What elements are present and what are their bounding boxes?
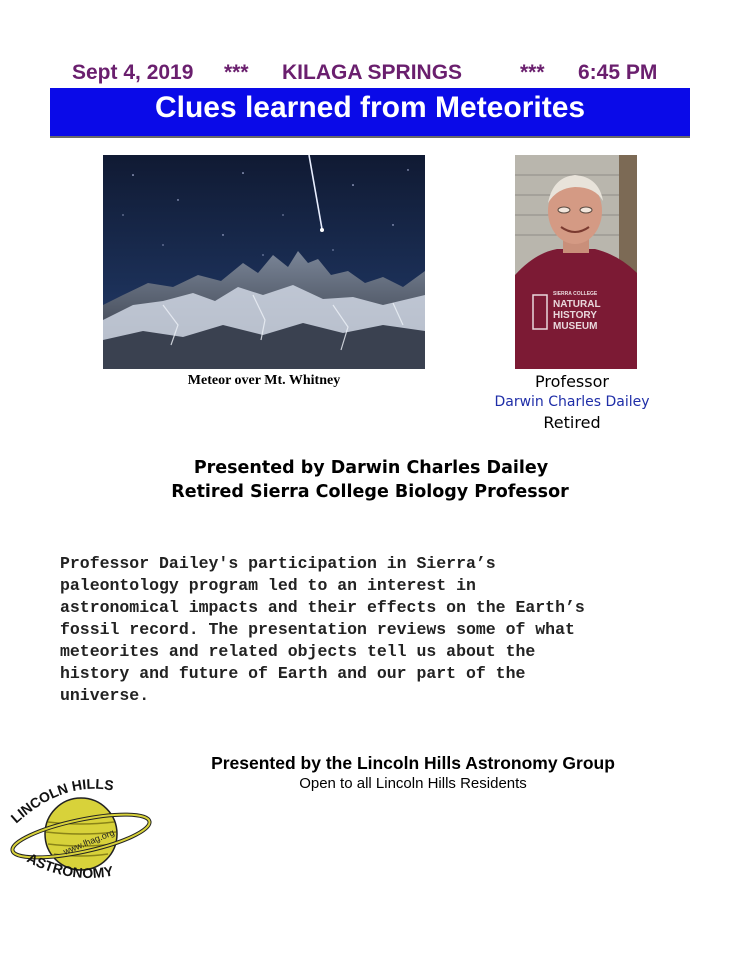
footer-audience: Open to all Lincoln Hills Residents — [299, 775, 527, 792]
professor-photo — [515, 155, 637, 369]
shirt-text: SIERRA COLLEGE — [553, 291, 598, 297]
description-line: meteorites and related objects tell us about the — [60, 642, 536, 661]
shirt-text: MUSEUM — [553, 321, 598, 332]
footer — [170, 752, 656, 794]
header-separator: *** — [520, 61, 545, 84]
description-line: Professor Dailey's participation in Sierra’s — [60, 554, 496, 573]
meteor-caption: Meteor over Mt. Whitney — [187, 373, 341, 388]
event-header — [50, 58, 690, 90]
page-title: Clues learned from Meteorites — [154, 91, 586, 124]
logo-bottom-text: ASTRONOMY — [24, 849, 115, 882]
description-line: paleontology program led to an interest in — [60, 576, 476, 595]
presenter-role-line: Retired Sierra College Biology Professor — [171, 482, 569, 502]
presenter-block — [0, 456, 740, 504]
professor-status: Retired — [543, 413, 601, 432]
lhag-logo — [6, 766, 156, 896]
description-line: fossil record. The presentation reviews some of what — [60, 620, 575, 639]
event-time: 6:45 PM — [578, 61, 658, 84]
presenter-name-line: Presented by Darwin Charles Dailey — [193, 458, 549, 478]
professor-caption — [480, 372, 664, 434]
description-line: astronomical impacts and their effects on the Earth’s — [60, 598, 585, 617]
professor-name: Darwin Charles Dailey — [494, 394, 650, 410]
meteor-photo — [103, 155, 425, 369]
event-location: KILAGA SPRINGS — [282, 61, 463, 84]
event-date: Sept 4, 2019 — [72, 61, 194, 84]
description-line: universe. — [60, 686, 150, 705]
footer-organizer: Presented by the Lincoln Hills Astronomy Group — [211, 753, 615, 773]
shirt-text: HISTORY — [553, 310, 597, 321]
logo-top-text: LINCOLN HILLS — [7, 775, 115, 827]
description-line: history and future of Earth and our part of the — [60, 664, 526, 683]
logo-url-text: www.lhag.org — [61, 827, 116, 857]
shirt-text: NATURAL — [553, 299, 601, 310]
professor-title: Professor — [535, 372, 609, 391]
header-separator: *** — [224, 61, 249, 84]
description-paragraph — [60, 553, 690, 707]
title-banner — [50, 88, 690, 138]
